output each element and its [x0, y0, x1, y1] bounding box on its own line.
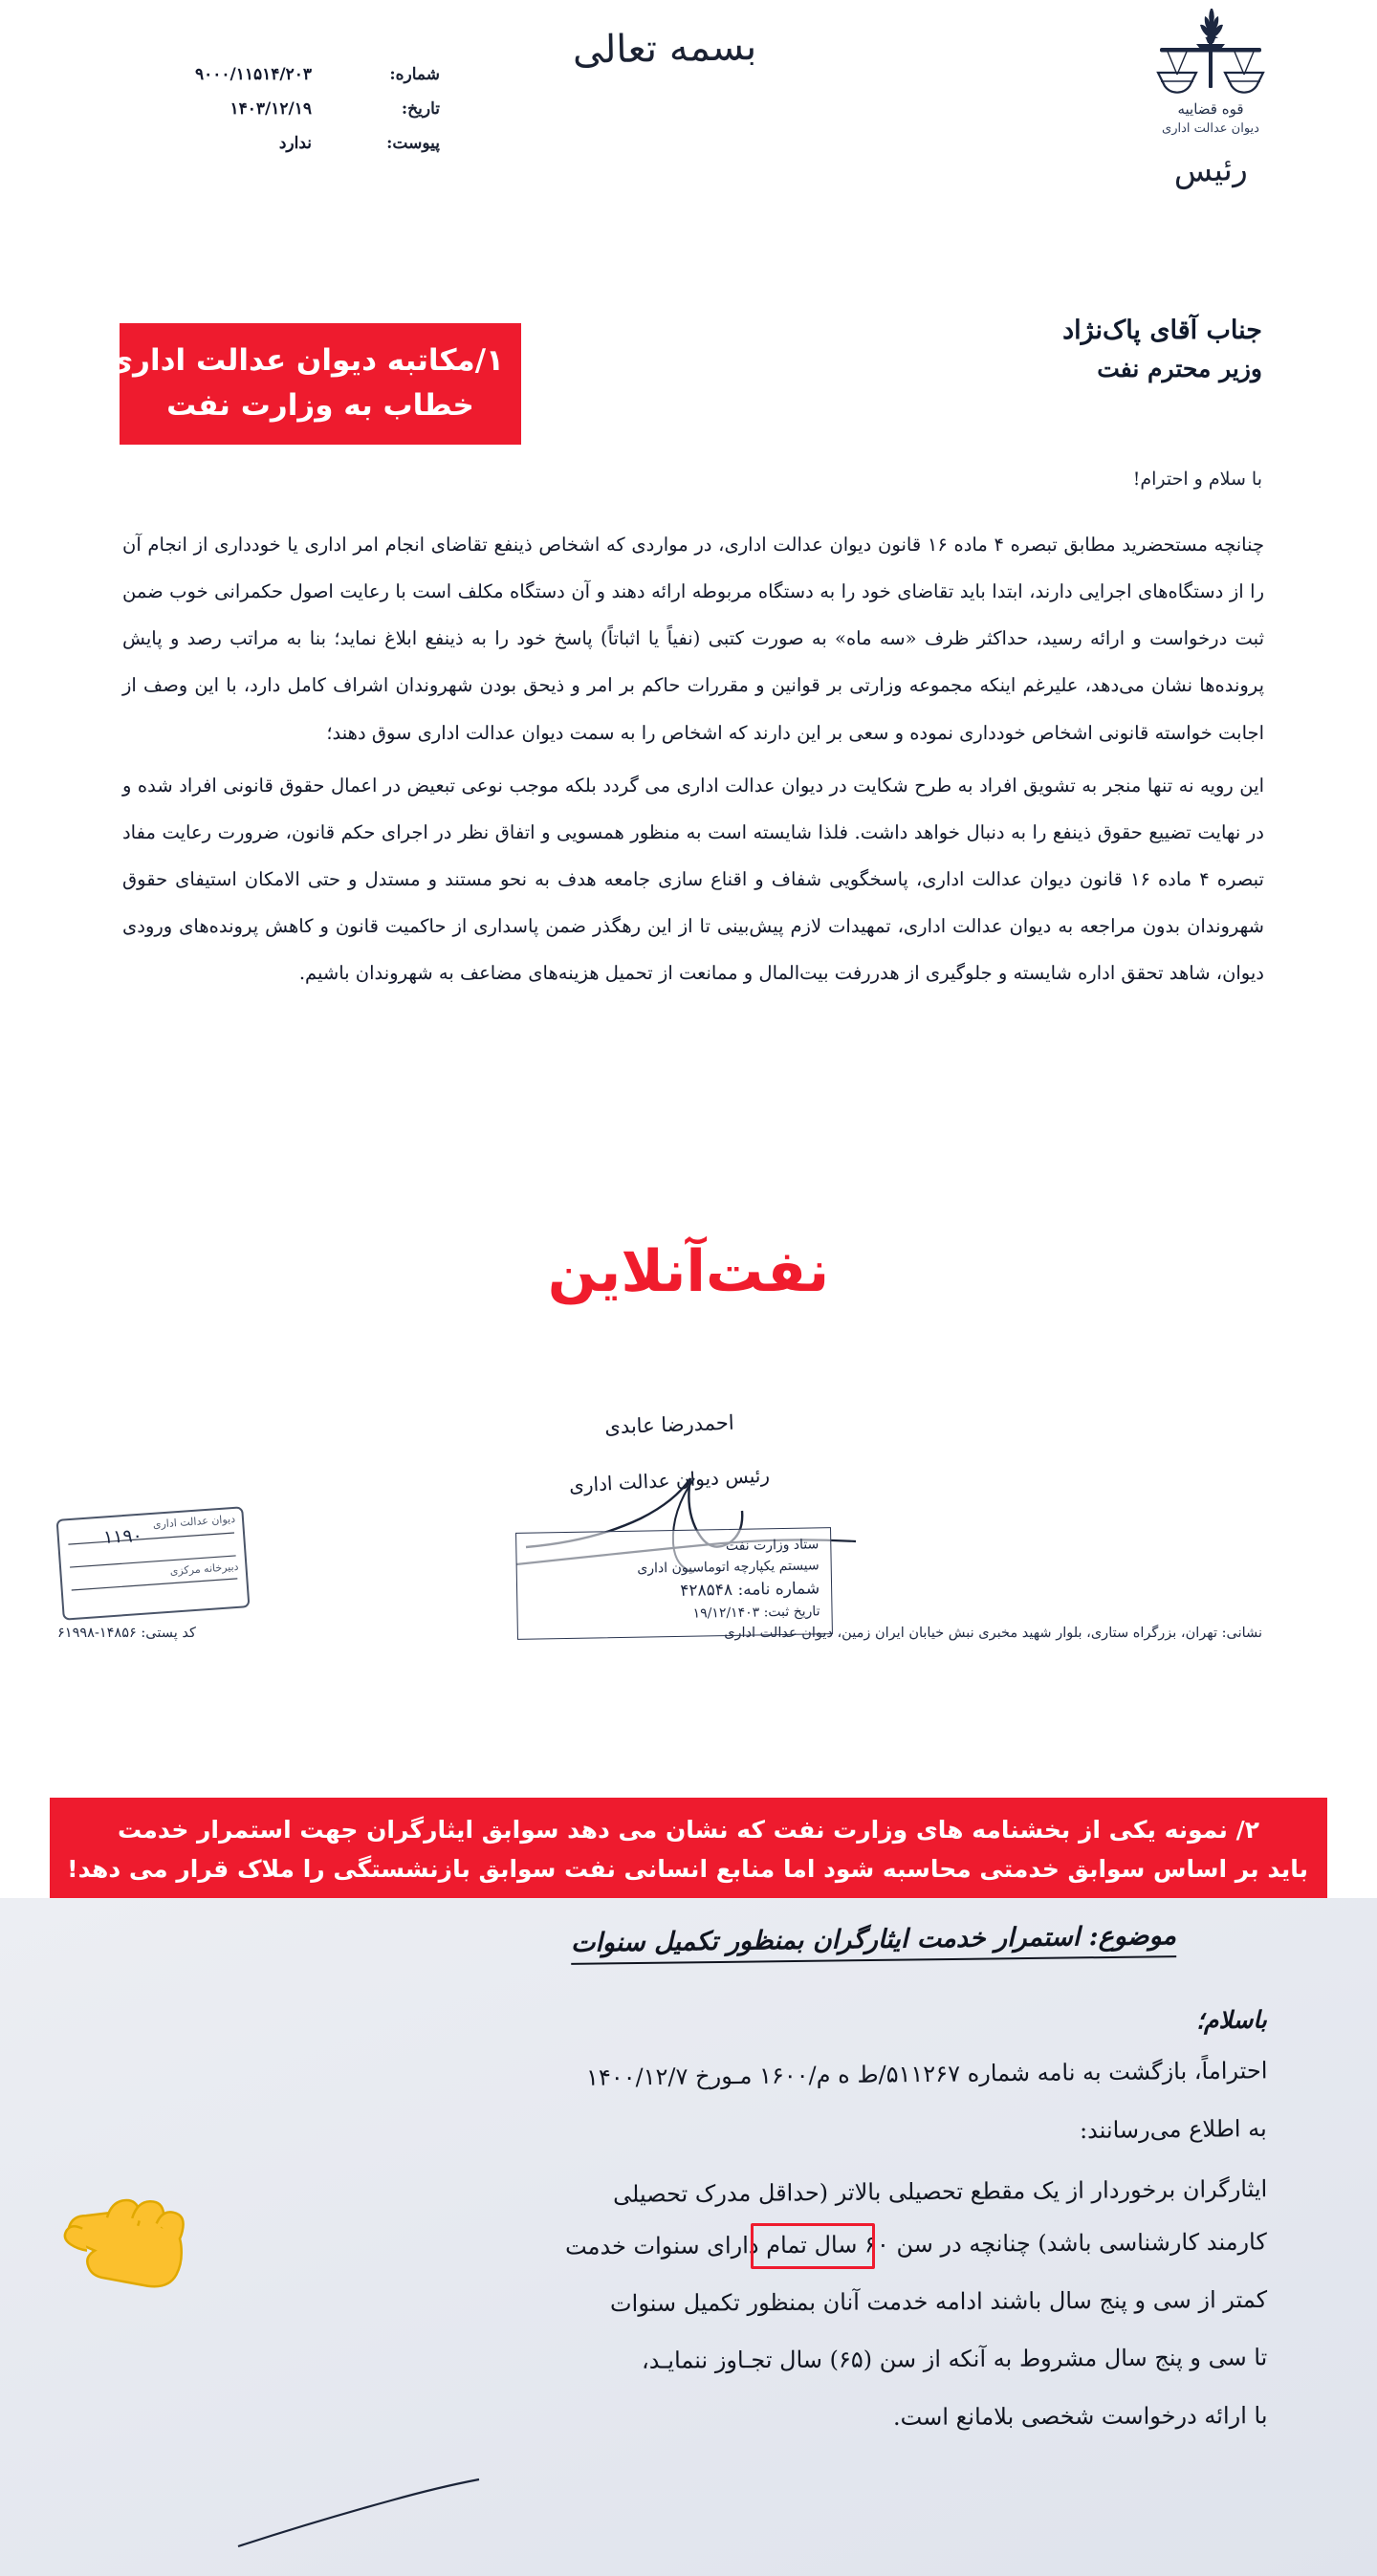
callout1-line1: ۱/مکاتبه دیوان عدالت اداری [105, 343, 504, 378]
signatory-name: احمدرضا عابدی [603, 1410, 735, 1439]
seal-number: ۱۱۹۰ [102, 1524, 143, 1549]
stamp-org: ستاد وزارت نفت [725, 1537, 820, 1555]
judiciary-letterhead [1067, 6, 1354, 188]
meta-value-date: ۱۴۰۳/۱۲/۱۹ [230, 99, 312, 119]
registry-seal [49, 1499, 257, 1627]
handwritten-mark-icon [234, 2472, 559, 2558]
callout2-line2: باید بر اساس سوابق خدمتی محاسبه شود اما منابع انسانی نفت سوابق بازنشستگی را ملاک قرار می دهد! [67, 1854, 1308, 1883]
meta-row-date [124, 99, 440, 119]
addressee-title: وزیر محترم نفت [1097, 355, 1262, 382]
emblem-caption-line1: قوه قضاییه [1177, 100, 1244, 118]
stamp-register-date-value: ۱۹/۱۲/۱۴۰۳ [692, 1605, 760, 1622]
circular-line-1: احتراماً، بازگشت به نامه شماره ۵۱۱۲۶۷/ط ه م/۱۶۰۰ مـورخ ۱۴۰۰/۱۲/۷ [585, 2057, 1268, 2091]
stamp-register-date [529, 1602, 820, 1627]
meta-label-date: تاریخ: [401, 99, 440, 119]
letter-body [122, 521, 1264, 1002]
addressee-block [861, 316, 1262, 382]
letter-meta-block [124, 65, 440, 168]
stamp-letter-number-value: ۴۲۸۵۴۸ [680, 1581, 733, 1602]
letter-footer [57, 1626, 1262, 1641]
red-callout-banner-1 [105, 323, 521, 445]
circular-line-6: تا سی و پنج سال مشروط به آنکه از سن (۶۵) سال تجـاوز ننمایـد، [641, 2344, 1268, 2374]
circular-subject: موضوع: استمرار خدمت ایثارگران بمنظور تکمیل سنوات [571, 1921, 1177, 1965]
meta-row-number [124, 65, 440, 84]
stamp-register-date-label: تاریخ ثبت: [763, 1604, 820, 1621]
callout1-line2: خطاب به وزارت نفت [166, 387, 474, 423]
circular-line-4: کارمند کارشناسی باشد) چنانچه در سن ۶۰ سال تمام دارای سنوات خدمت [565, 2228, 1268, 2260]
circular-greeting: باسلام؛ [1195, 2005, 1268, 2035]
footer-postal-value: ۱۴۸۵۶-۶۱۹۹۸ [57, 1626, 137, 1641]
basmala-heading: بسمه تعالی [572, 24, 757, 74]
circular-line-5: کمتر از سی و پنج سال باشند ادامه خدمت آنان بمنظور تکمیل سنوات [609, 2285, 1268, 2318]
highlight-box-service-record [751, 2223, 875, 2269]
emblem-role-label: رئیس [1172, 149, 1249, 190]
footer-address: نشانی: تهران، بزرگراه ستاری، بلوار شهید مخبری نبش خیابان ایران زمین، دیوان عدالت اداری [724, 1626, 1262, 1641]
seal-line1: دیوان عدالت اداری [152, 1512, 236, 1531]
salutation-text: با سلام و احترام! [1132, 469, 1262, 490]
pointing-hand-emoji-icon [46, 2151, 231, 2317]
circular-document-oil-ministry [0, 1898, 1377, 2576]
judiciary-scales-emblem-icon [1139, 6, 1282, 98]
emblem-caption-line2: دیوان عدالت اداری [1162, 121, 1259, 137]
signatory-role: رئیس دیوان عدالت اداری [568, 1463, 771, 1497]
seal-line2: دبیرخانه مرکزی [169, 1560, 239, 1578]
meta-label-attachment: پیوست: [386, 134, 440, 153]
footer-postal-label: کد پستی: [141, 1626, 196, 1641]
body-paragraph-1: چنانچه مستحضرید مطابق تبصره ۴ ماده ۱۶ قانون دیوان عدالت اداری، در مواردی که اشخاص ذینفع تقاضای انجام امر اداری یا خودداری از انجام آن را از دستگاه‌های اجرایی دارند، ابتدا باید تقاضای خود را به دستگاه مربوطه ارائه دهند و آن دستگاه مکلف است با رعایت اصول حکمرانی خوب ضمن ثبت درخواست و ارائه رسید، حداکثر ظرف «سه ماه» به صورت کتبی (نفیاً یا اثباتاً) پاسخ خود را به ذینفع ابلاغ نماید؛ بنا به مراتب رصد و پایش پرونده‌ها نشان می‌دهد، علیرغم اینکه مجموعه وزارتی بر قوانین و مقررات حاکم بر امر و ذیحق بودن شهروندان اشراف کامل دارد، با این وصف از اجابت خواسته قانونی اشخاص خودداری نموده و سعی بر این دارند که اشخاص را به سمت دیوان عدالت اداری سوق دهند؛ [122, 534, 1265, 744]
meta-label-number: شماره: [389, 65, 440, 84]
site-watermark: نفت‌آنلاین [547, 1238, 830, 1305]
meta-value-attachment: ندارد [278, 134, 312, 153]
circular-line-2: به اطلاع می‌رسانند: [1080, 2114, 1268, 2145]
stamp-letter-number-label: شماره نامه: [737, 1579, 820, 1601]
body-paragraph-2: این رویه نه تنها منجر به تشویق افراد به طرح شکایت در دیوان عدالت اداری می گردد بلکه موجب نوعی تبعیض در اعمال حقوق قانونی افراد شده و در نهایت تضییع حقوق ذینفع را به دنبال خواهد داشت. فلذا شایسته است به منظور همسویی و اتفاق نظر در اجرای حکم قانون، ضرورت رعایت مفاد تبصره ۴ ماده ۱۶ قانون دیوان عدالت اداری، پاسخگویی شفاف و اقناع سازی جامعه هدف به نحو مستند و مستدل و حتی الامکان استیفای حقوق شهروندان بدون مراجعه به دیوان عدالت اداری، تمهیدات لازم پیش‌بینی تا از این رهگذر ضمن پاسداری از حاکمیت قانون و کاهش پرونده‌های ورودی دیوان، شاهد تحقق اداره شایسته و جلوگیری از هدررفت بیت‌المال و ممانعت از تحمیل هزینه‌های مضاعف به شهروندان باشیم. [122, 774, 1264, 985]
circular-line-7: با ارائه درخواست شخصی بلامانع است. [892, 2402, 1268, 2431]
callout2-line1: ۲/ نمونه یکی از بخشنامه های وزارت نفت که نشان می دهد سوابق ایثارگران جهت استمرار خدمت [117, 1816, 1260, 1844]
meta-row-attachment [124, 134, 440, 153]
footer-postal [57, 1626, 196, 1641]
office-automation-stamp [515, 1527, 833, 1640]
red-callout-banner-2 [50, 1798, 1327, 1904]
meta-value-number: ۹۰۰۰/۱۱۵۱۴/۲۰۳ [195, 65, 312, 84]
circular-line-3: ایثارگران برخوردار از یک مقطع تحصیلی بالاتر (حداقل مدرک تحصیلی [612, 2175, 1268, 2208]
stamp-system: سیستم یکپارچه اتوماسیون اداری [637, 1558, 820, 1577]
addressee-name: جناب آقای پاک‌نژاد [1062, 316, 1262, 345]
signature-block [497, 1410, 842, 1497]
